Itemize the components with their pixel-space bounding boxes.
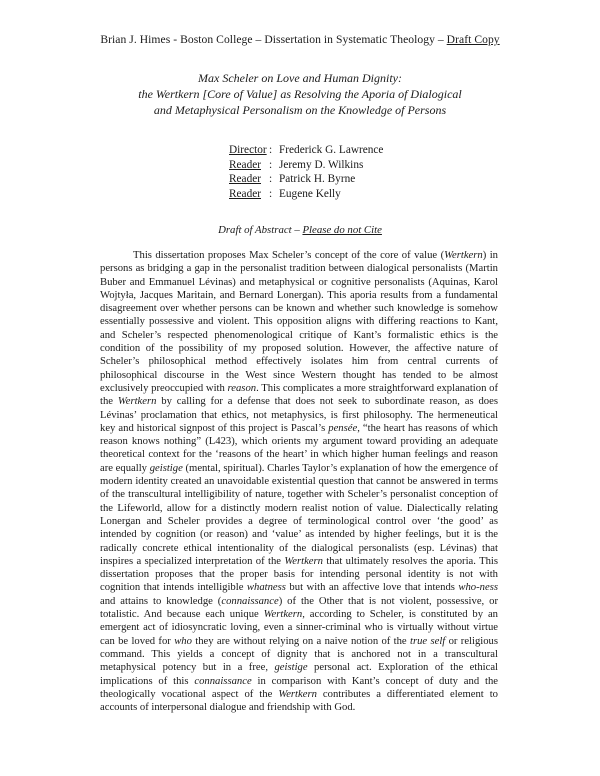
- abstract-term: geistige: [149, 462, 183, 474]
- abstract-text: , “the heart has reasons of which reason knows nothing” (L423), which orients my argument toward providing an adequate theoretical context for the ‘reasons of the heart’ in which higher human feelings and reason are equally: [100, 422, 499, 474]
- abstract-text: personal act. Exploration of the ethical implications of this: [100, 662, 498, 687]
- abstract-text: and attains to knowledge (: [100, 595, 222, 607]
- title-line-3: and Metaphysical Personalism on the Knowledge of Persons: [153, 103, 447, 117]
- abstract-text: (mental, spiritual). Charles Taylor’s explanation of how the emergence of modern identity created an unavoidable existential question that cannot be answered in terms of the transcultural intelligibility of nature, together with Scheler’s personalist conception of the Lifeworld, allow for a distinctly modern realist notion of value. Dialectically relating Lonergan and Scheler provides a degree of terminological control over ‘the good’ as intended by cognition (or reason) and ‘value’ as intended by higher feelings, but it is the radically concrete ethical intentionality of the dialogical personalists (esp. Lévinas) that inspires a specialized interpretation of the: [100, 462, 498, 567]
- committee-role: Reader: [229, 173, 261, 186]
- title-line-2: the Wertkern [Core of Value] as Resolving the Aporia of Dialogical: [138, 87, 462, 101]
- page-header: [0, 33, 600, 46]
- abstract-text: . This complicates a more straightforward explanation of the: [100, 382, 498, 408]
- abstract-text: they are without relying on a naive notion of the: [191, 635, 410, 647]
- abstract-term: who-ness: [458, 582, 498, 594]
- committee-role: Reader: [229, 158, 261, 171]
- abstract-term: Wertkern: [263, 609, 303, 621]
- abstract-term: Wertkern: [278, 688, 317, 700]
- abstract-text: that ultimately resolves the aporia. This dissertation proposes that the proper basis for intending personal identity is not with cognition that intends intelligible: [100, 555, 499, 594]
- committee-row: Reader : Jeremy D. Wilkins: [229, 158, 364, 171]
- abstract-term: Wertkern: [117, 396, 157, 408]
- abstract-text: This dissertation proposes Max Scheler’s concept of the core of value (: [133, 250, 445, 261]
- abstract-term: true self: [410, 635, 446, 647]
- header-text: Brian J. Himes - Boston College – Dissertation in Systematic Theology –: [100, 33, 447, 46]
- abstract-note: [0, 224, 600, 236]
- committee-list: [229, 143, 383, 201]
- abstract-text: ) in persons as bridging a gap in the personalist tradition between dialogical personalists (Martin Buber and Emmanuel Lévinas) and metaphysical or cognitive personalists (Aquinas, Karol Wojtyła, Jacques Maritain, and Bernard Lonergan). This aporia results from a fundamental disagreement over whether persons can be known and whether such knowledge is somehow essentially possessive and violent. This opposition aligns with differing reactions to Kant, and Scheler’s respected phenomenological critique of Kant’s formalistic ethics is the condition of the possibility of my proposed solution. However, the affective nature of Scheler’s philosophical method effectively isolates him from central currents of philosophical discourse in the West since Western thought has tended to be almost exclusively preoccupied with: [100, 250, 498, 394]
- abstract-term: who: [174, 635, 192, 647]
- abstract-text: by calling for a defense that does not seek to subordinate reason, as does Lévinas’ proclamation that ethics, not metaphysics, is first philosophy. The hermeneutical key and historical signpost of this project is Pascal’s: [100, 396, 498, 434]
- abstract-term: connaissance: [194, 675, 252, 687]
- abstract-note-text: Draft of Abstract –: [218, 224, 303, 236]
- abstract-term: pensée: [328, 422, 358, 434]
- title-line-1: Max Scheler on Love and Human Dignity:: [198, 71, 402, 85]
- abstract-text: , according to Scheler, is constituted by an emergent act of idiosyncratic loving, even a sinner-criminal who is virtually without virtue can be loved for: [100, 609, 498, 647]
- committee-role: Director: [229, 144, 267, 156]
- abstract-term: whatness: [246, 582, 286, 594]
- abstract-term: Wertkern: [444, 250, 483, 261]
- committee-row: Reader : Patrick H. Byrne: [229, 173, 356, 186]
- abstract-text: or religious command. This yields a concept of dignity that is anchored not in a transcultural metaphysical potency but in a free,: [100, 635, 499, 674]
- draft-copy-label: Draft Copy: [446, 33, 500, 46]
- committee-role: Reader: [229, 187, 261, 200]
- committee-row: Director : Frederick G. Lawrence: [229, 144, 384, 156]
- committee-name: Jeremy D. Wilkins: [279, 158, 364, 171]
- abstract-text: ) of the Other that is not violent, possessive, or totalistic. And because each unique: [100, 595, 498, 621]
- abstract-term: Wertkern: [284, 555, 323, 567]
- dissertation-title: [0, 70, 600, 118]
- abstract-text: in comparison with Kant’s concept of duty and the theologically vocational aspect of the: [100, 675, 499, 700]
- abstract-body: [100, 249, 498, 714]
- abstract-text: contributes a differentiated element to accounts of interpersonal dialogue and friendship with God.: [100, 688, 498, 714]
- abstract-term: geistige: [274, 662, 308, 674]
- committee-row: Reader : Eugene Kelly: [229, 187, 341, 200]
- committee-name: Eugene Kelly: [279, 187, 341, 200]
- committee-name: Patrick H. Byrne: [279, 173, 356, 186]
- abstract-term: reason: [227, 382, 257, 394]
- abstract-text: but with an affective love that intends: [285, 582, 459, 594]
- abstract-term: connaissance: [221, 595, 279, 607]
- citation-warning: Please do not Cite: [302, 224, 382, 236]
- committee-name: Frederick G. Lawrence: [279, 144, 384, 156]
